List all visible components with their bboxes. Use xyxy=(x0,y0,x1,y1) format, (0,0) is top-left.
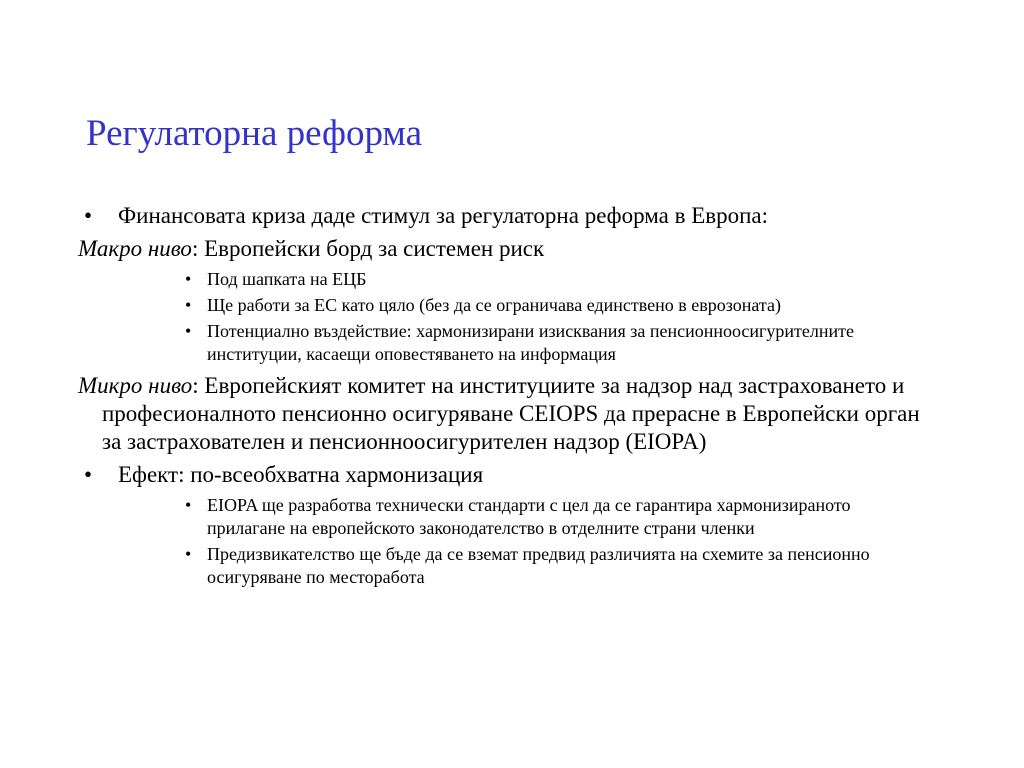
bullet-financial-crisis xyxy=(78,202,978,230)
bullet-dot: • xyxy=(84,203,93,228)
sub-bullet-dot: • xyxy=(185,495,192,515)
macro-level-text: : Европейски борд за системен риск xyxy=(191,236,545,261)
macro-level-line xyxy=(78,235,978,263)
macro-subitem-text: Ще работи за ЕС като цяло (без да се ограничава единствено в еврозоната) xyxy=(207,295,781,315)
bullet-dot: • xyxy=(84,462,93,487)
micro-level-text: : Европейският комитет на институциите за надзор над застраховането и професионалното пенсионно осигуряване CEIOPS да прерасне в Европейски орган за застрахователен и пенсионноосигурителен надзор (EIOPA) xyxy=(102,373,920,454)
effect-sublist xyxy=(78,494,978,589)
bullet-effect-text: Ефект: по-всеобхватна хармонизация xyxy=(118,462,484,487)
effect-subitem-text: EIOPA ще разработва технически стандарти с цел да се гарантира хармонизираното прилагане на европейското законодателство в отделните страни членки xyxy=(207,495,851,538)
bullet-financial-crisis-text: Финансовата криза даде стимул за регулаторна реформа в Европа: xyxy=(118,203,769,228)
macro-subitem xyxy=(78,294,978,317)
slide-title: Регулаторна реформа xyxy=(86,113,423,154)
macro-subitem-text: Потенциално въздействие: хармонизирани изисквания за пенсионноосигурителните институции, касаещи оповестяването на информация xyxy=(207,321,855,364)
micro-level-label: Микро ниво xyxy=(78,373,193,398)
sub-bullet-dot: • xyxy=(185,269,192,289)
effect-subitem-text: Предизвикателство ще бъде да се вземат предвид различията на схемите за пенсионно осигуряване по месторабота xyxy=(207,544,870,587)
macro-subitem xyxy=(78,320,978,366)
effect-subitem xyxy=(78,494,978,540)
micro-level-line xyxy=(78,372,932,456)
macro-level-label: Макро ниво xyxy=(78,236,192,261)
sub-bullet-dot: • xyxy=(185,295,192,315)
macro-subitem-text: Под шапката на ЕЦБ xyxy=(207,269,367,289)
macro-sublist xyxy=(78,268,978,366)
effect-subitem xyxy=(78,543,978,589)
sub-bullet-dot: • xyxy=(185,544,192,564)
macro-subitem xyxy=(78,268,978,291)
bullet-effect xyxy=(78,461,978,489)
slide-content xyxy=(78,202,978,595)
sub-bullet-dot: • xyxy=(185,321,192,341)
